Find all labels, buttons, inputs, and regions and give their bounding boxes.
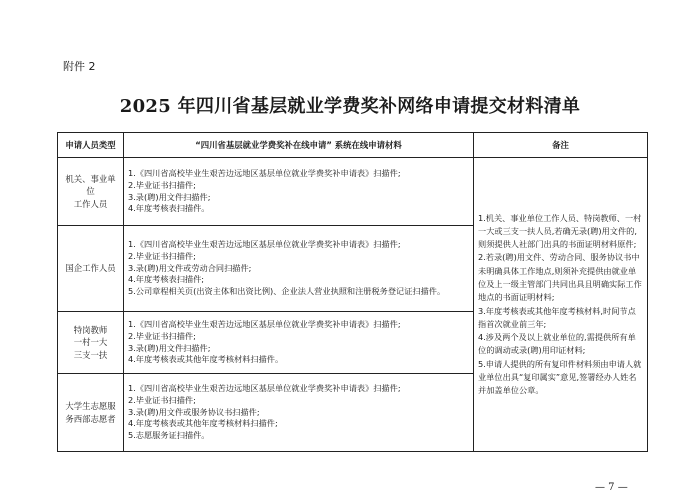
applicant-type-text: 国企工作人员 — [65, 263, 116, 274]
header-applicant-type: 申请人员类型 — [58, 133, 124, 158]
material-item: 1.《四川省高校毕业生艰苦边远地区基层单位就业学费奖补申请表》扫描件; — [128, 318, 401, 329]
table-header-row — [58, 133, 648, 158]
material-item: 5.志愿服务证扫描件。 — [128, 430, 210, 441]
material-item: 1.《四川省高校毕业生艰苦边远地区基层单位就业学费奖补申请表》扫描件; — [128, 167, 401, 178]
materials-cell — [124, 158, 474, 226]
materials-cell — [124, 374, 474, 452]
material-item: 3.录(聘)用文件扫描件; — [128, 342, 211, 353]
material-item: 2.毕业证书扫描件; — [128, 250, 196, 261]
remark-item: 3.年度考核表或其他年度考核材料,时间节点指首次就业前三年; — [478, 305, 636, 329]
applicant-type-text: 特岗教师 — [73, 325, 108, 336]
applicant-type-text: 一村一大 — [73, 337, 108, 348]
applicant-type-text: 工作人员 — [73, 198, 108, 209]
material-item: 2.毕业证书扫描件; — [128, 330, 196, 341]
material-item: 5.公司章程相关页(出资主体和出资比例)、企业法人营业执照和注册税务登记证扫描件。 — [128, 286, 446, 297]
remarks-cell — [474, 158, 648, 452]
applicant-type-text: 机关、事业单位 — [65, 174, 116, 197]
material-item: 4.年度考核表扫描件。 — [128, 203, 210, 214]
material-item: 1.《四川省高校毕业生艰苦边远地区基层单位就业学费奖补申请表》扫描件; — [128, 382, 401, 393]
page-number: — 7 — — [595, 482, 628, 493]
material-item: 4.年度考核表或其他年度考核材料扫描件; — [128, 418, 278, 429]
header-materials: “四川省基层就业学费奖补在线申请” 系统在线申请材料 — [124, 133, 474, 158]
material-item: 3.录(聘)用文件或劳动合同扫描件; — [128, 262, 252, 273]
material-item: 4.年度考核表扫描件; — [128, 274, 205, 285]
material-item: 2.毕业证书扫描件; — [128, 394, 196, 405]
material-item: 2.毕业证书扫描件; — [128, 179, 196, 190]
material-item: 3.录(聘)用文件或服务协议书扫描件; — [128, 406, 260, 417]
applicant-type-cell — [58, 226, 124, 312]
materials-cell — [124, 312, 474, 374]
materials-table — [57, 132, 648, 452]
applicant-type-text: 三支一扶 — [73, 349, 108, 360]
remark-item: 2.若录(聘)用文件、劳动合同、服务协议书中未明确具体工作地点,则须补充提供由就业单位及上一级主管部门共同出具且明确实际工作地点的书面证明材料; — [478, 252, 642, 303]
table-row — [58, 158, 648, 226]
remark-item: 5.申请人提供的所有复印件材料须由申请人就业单位出具“复印属实”意见,签署经办人姓名并加盖单位公章。 — [478, 358, 642, 396]
page-title: 2025 年四川省基层就业学费奖补网络申请提交材料清单 — [119, 96, 581, 117]
applicant-type-cell — [58, 158, 124, 226]
applicant-type-cell — [58, 374, 124, 452]
remark-item: 1.机关、事业单位工作人员、特岗教师、一村一大或三支一扶人员,若确无录(聘)用文件的,则须提供人社部门出具的书面证明材料原件; — [478, 212, 642, 250]
material-item: 3.录(聘)用文件扫描件; — [128, 191, 211, 202]
remark-item: 4.涉及两个及以上就业单位的,需提供所有单位的调动或录(聘)用印证材料; — [478, 332, 636, 356]
header-remarks: 备注 — [474, 133, 648, 158]
material-item: 4.年度考核表或其他年度考核材料扫描件。 — [128, 354, 284, 365]
materials-cell — [124, 226, 474, 312]
applicant-type-cell — [58, 312, 124, 374]
applicant-type-text: 大学生志愿服 — [65, 401, 116, 412]
material-item: 1.《四川省高校毕业生艰苦边远地区基层单位就业学费奖补申请表》扫描件; — [128, 238, 401, 249]
applicant-type-text: 务西部志愿者 — [65, 413, 116, 424]
attachment-label: 附件 2 — [63, 60, 96, 73]
